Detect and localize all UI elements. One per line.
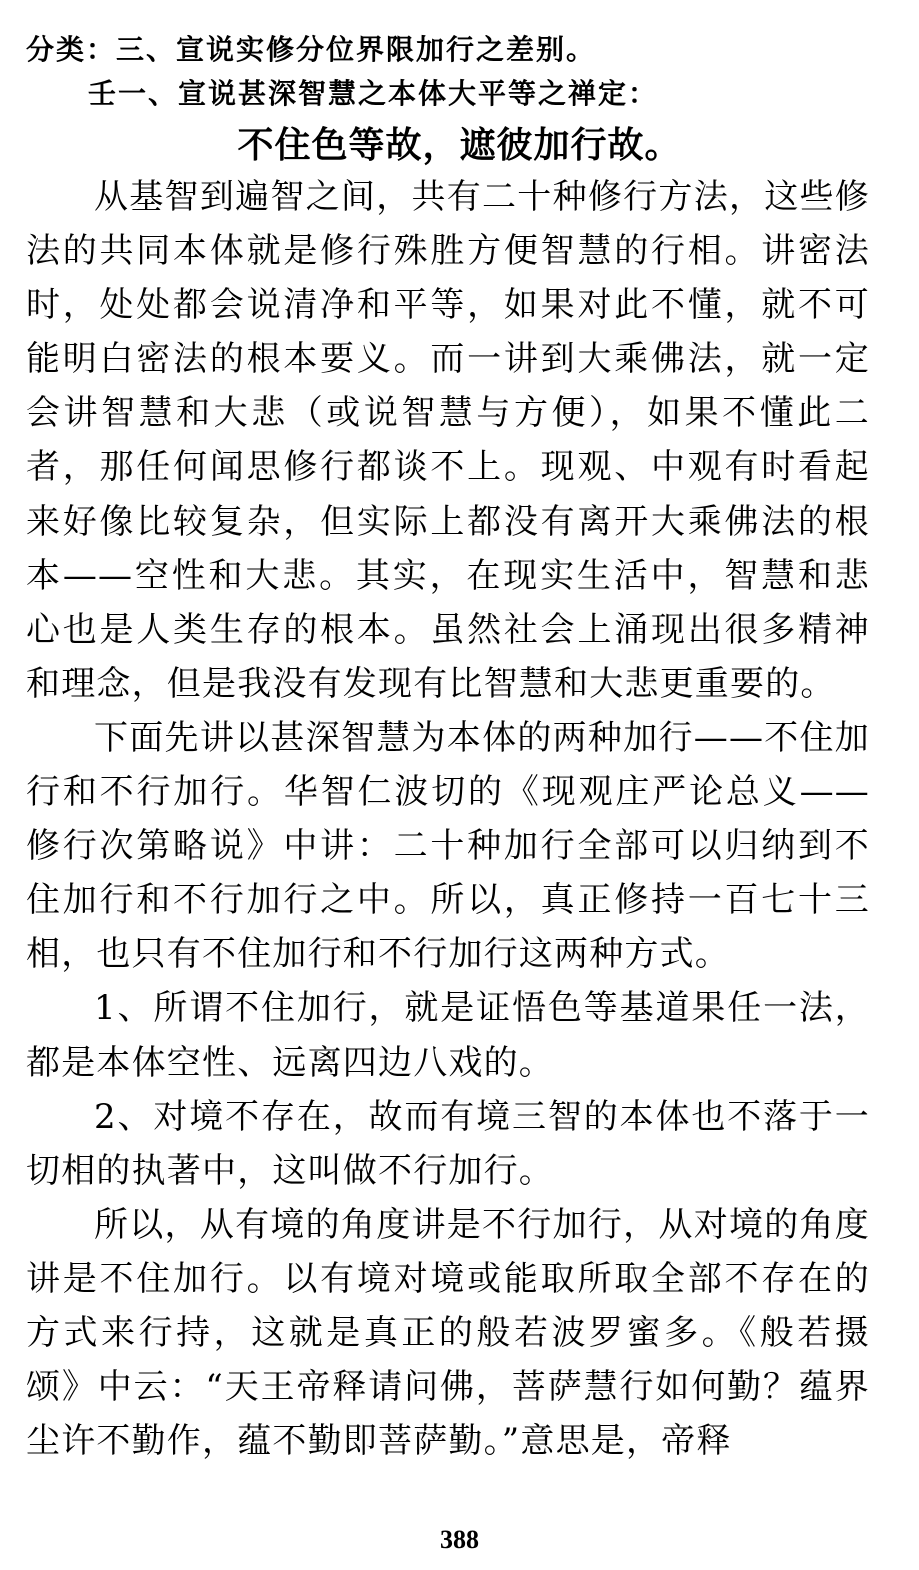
section-heading-level-2: 壬一、宣说甚深智慧之本体大平等之禅定： xyxy=(88,77,659,110)
paragraph-5: 所以，从有境的角度讲是不行加行，从对境的角度讲是不住加行。以有境对境或能取所取全部不存在的方式来行持，这就是真正的般若波罗蜜多。《般若摄颂》中云：“天王帝释请问佛，菩萨慧行如何勤？蕴界尘许不勤作，蕴不勤即菩萨勤。”意思是，帝释 xyxy=(26,1204,870,1462)
root-verse: 不住色等故，遮彼加行故。 xyxy=(237,125,682,166)
page-number: 388 xyxy=(440,1525,479,1554)
paragraph-2: 下面先讲以甚深智慧为本体的两种加行——不住加行和不行加行。华智仁波切的《现观庄严论总义——修行次第略说》中讲：二十种加行全部可以归纳到不住加行和不行加行之中。所以，真正修持一百七十三相，也只有不住加行和不行加行这两种方式。 xyxy=(26,717,870,975)
section-heading-level-1: 分类：三、宣说实修分位界限加行之差别。 xyxy=(26,33,597,66)
paragraph-3: 1、所谓不住加行，就是证悟色等基道果任一法，都是本体空性、远离四边八戏的。 xyxy=(26,988,870,1083)
paragraph-1: 从基智到遍智之间，共有二十种修行方法，这些修法的共同本体就是修行殊胜方便智慧的行相。讲密法时，处处都会说清净和平等，如果对此不懂，就不可能明白密法的根本要义。而一讲到大乘佛法，就一定会讲智慧和大悲（或说智慧与方便），如果不懂此二者，那任何闻思修行都谈不上。现观、中观有时看起来好像比较复杂，但实际上都没有离开大乘佛法的根本——空性和大悲。其实，在现实生活中，智慧和悲心也是人类生存的根本。虽然社会上涌现出很多精神和理念，但是我没有发现有比智慧和大悲更重要的。 xyxy=(26,177,870,704)
paragraph-4: 2、对境不存在，故而有境三智的本体也不落于一切相的执著中，这叫做不行加行。 xyxy=(26,1096,870,1191)
body-text xyxy=(26,170,870,1468)
